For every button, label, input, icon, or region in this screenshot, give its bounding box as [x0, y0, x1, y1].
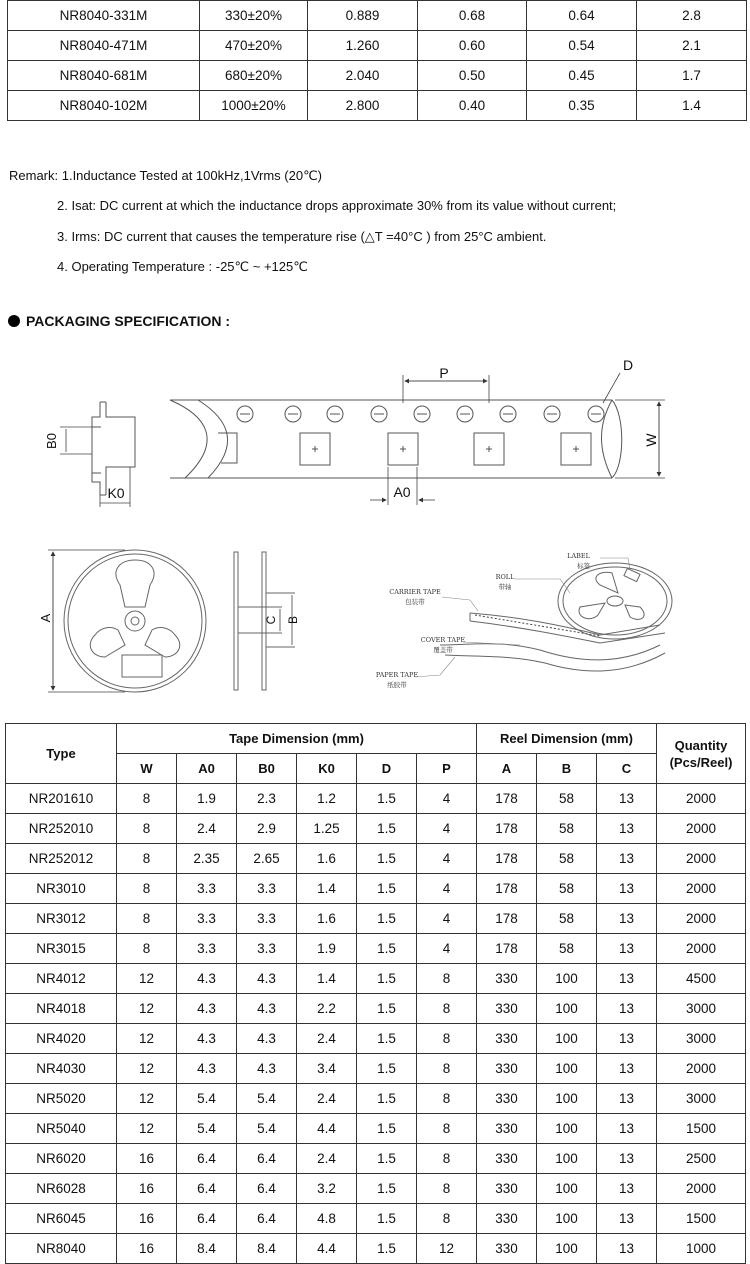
label-en: LABEL [567, 552, 590, 560]
table-cell: 4.3 [237, 994, 297, 1024]
table-cell: 1500 [657, 1114, 746, 1144]
table-cell: 5.4 [177, 1084, 237, 1114]
table-cell: 2.65 [237, 844, 297, 874]
table-cell: 3.3 [177, 934, 237, 964]
tape-col-header: A0 [177, 754, 237, 784]
table-cell: 13 [597, 1114, 657, 1144]
table-cell: 2000 [657, 874, 746, 904]
type-cell: NR201610 [6, 784, 117, 814]
type-cell: NR252010 [6, 814, 117, 844]
table-cell: 2.35 [177, 844, 237, 874]
remark-3: 3. Irms: DC current that causes the temperature rise (△T =40°C ) from 25°C ambient. [57, 229, 547, 244]
table-cell: 100 [537, 1024, 597, 1054]
sprocket-holes [237, 406, 604, 422]
table-cell: 1.5 [357, 1054, 417, 1084]
table-cell: 8.4 [177, 1234, 237, 1264]
packaging-table-body [6, 784, 746, 1264]
type-cell: NR5040 [6, 1114, 117, 1144]
table-cell: 100 [537, 994, 597, 1024]
type-cell: NR8040 [6, 1234, 117, 1264]
table-cell: 2.2 [297, 994, 357, 1024]
table-cell: 13 [597, 1234, 657, 1264]
table-cell: 8 [417, 1144, 477, 1174]
table-cell: 13 [597, 964, 657, 994]
table-cell: 2.1 [637, 31, 747, 61]
b0-label: B0 [44, 433, 59, 449]
table-cell: 330 [477, 1054, 537, 1084]
table-cell: 6.4 [237, 1144, 297, 1174]
table-cell: 8 [117, 814, 177, 844]
table-cell: 2000 [657, 904, 746, 934]
table-cell: 100 [537, 1204, 597, 1234]
table-cell: 2.8 [637, 1, 747, 31]
d-leader [603, 373, 620, 403]
table-cell: 1.5 [357, 1114, 417, 1144]
table-row [6, 874, 746, 904]
remarks-block [0, 0, 750, 300]
carrier-en: CARRIER TAPE [389, 588, 441, 596]
table-cell: 330±20% [200, 1, 308, 31]
table-cell: 1.6 [297, 904, 357, 934]
table-cell: 4 [417, 904, 477, 934]
table-cell: 178 [477, 784, 537, 814]
table-cell: 0.50 [418, 61, 527, 91]
table-cell: 3.3 [237, 874, 297, 904]
table-cell: 100 [537, 1084, 597, 1114]
table-cell: 330 [477, 1144, 537, 1174]
carrier-cn: 包装带 [405, 598, 425, 606]
table-cell: 13 [597, 994, 657, 1024]
table-cell: 1.5 [357, 784, 417, 814]
table-cell: 4 [417, 934, 477, 964]
table-cell: 58 [537, 874, 597, 904]
table-row [6, 994, 746, 1024]
table-cell: 2.9 [237, 814, 297, 844]
cover-cn: 覆盖带 [433, 646, 453, 654]
table-cell: 1.5 [357, 1084, 417, 1114]
table-cell: 1000±20% [200, 91, 308, 121]
table-row [6, 784, 746, 814]
table-row [6, 1114, 746, 1144]
type-cell: NR3015 [6, 934, 117, 964]
pocket-center-mark [400, 446, 406, 452]
cover-en: COVER TAPE [420, 636, 466, 644]
table-cell: 2000 [657, 1174, 746, 1204]
type-cell: NR6028 [6, 1174, 117, 1204]
table-cell: 13 [597, 934, 657, 964]
table-row [6, 844, 746, 874]
d-label: D [622, 357, 634, 373]
table-cell: 4.3 [237, 1054, 297, 1084]
table-cell: 12 [117, 994, 177, 1024]
table-cell: 12 [117, 964, 177, 994]
table-cell: 13 [597, 784, 657, 814]
type-cell: NR3012 [6, 904, 117, 934]
table-cell: 58 [537, 784, 597, 814]
table-cell: 4 [417, 874, 477, 904]
table-cell: 1.5 [357, 934, 417, 964]
table-cell: 4 [417, 844, 477, 874]
table-cell: 13 [597, 1084, 657, 1114]
table-cell: 3.3 [177, 874, 237, 904]
table-cell: 6.4 [177, 1204, 237, 1234]
table-cell: 13 [597, 844, 657, 874]
table-cell: 4.4 [297, 1114, 357, 1144]
remark-1: Remark: 1.Inductance Tested at 100kHz,1Vrms (20℃) [9, 168, 323, 183]
table-cell: 0.40 [418, 91, 527, 121]
table-row [6, 1084, 746, 1114]
type-cell: NR252012 [6, 844, 117, 874]
table-cell: 8.4 [237, 1234, 297, 1264]
table-cell: 4.3 [177, 964, 237, 994]
table-row [6, 904, 746, 934]
table-cell: 100 [537, 1144, 597, 1174]
table-cell: 3.4 [297, 1054, 357, 1084]
reel-dimension-header: Reel Dimension (mm) [477, 724, 657, 754]
table-cell: 1.4 [297, 874, 357, 904]
type-cell: NR5020 [6, 1084, 117, 1114]
table-cell: 3.3 [177, 904, 237, 934]
table-cell: 1.5 [357, 1204, 417, 1234]
reel-col-header: C [597, 754, 657, 784]
tape-pockets [300, 433, 591, 465]
pocket-center-mark [573, 446, 579, 452]
table-row [6, 1174, 746, 1204]
table-cell: 330 [477, 1084, 537, 1114]
table-cell: 330 [477, 994, 537, 1024]
c-label: C [264, 615, 278, 625]
table-cell: 8 [417, 1204, 477, 1234]
type-cell: NR4018 [6, 994, 117, 1024]
table-cell: 100 [537, 1234, 597, 1264]
paper-en: PAPER TAPE [375, 671, 419, 679]
table-cell: 12 [117, 1084, 177, 1114]
table-cell: 100 [537, 1114, 597, 1144]
a-dimension [48, 550, 125, 692]
table-cell: 2000 [657, 934, 746, 964]
table-row [6, 1144, 746, 1174]
table-cell: 13 [597, 814, 657, 844]
table-cell: 2.4 [297, 1144, 357, 1174]
table-cell: 178 [477, 904, 537, 934]
tape-dimension-header: Tape Dimension (mm) [117, 724, 477, 754]
table-cell: 330 [477, 964, 537, 994]
type-cell: NR4012 [6, 964, 117, 994]
table-cell: 2.800 [308, 91, 418, 121]
packaging-section-title [8, 313, 230, 329]
table-cell: 178 [477, 874, 537, 904]
table-cell: 3.3 [237, 934, 297, 964]
section-title-text: PACKAGING SPECIFICATION : [26, 313, 231, 329]
table-cell: 2.4 [297, 1084, 357, 1114]
table-row [6, 1024, 746, 1054]
table-cell: 2.4 [297, 1024, 357, 1054]
bullet-icon [8, 315, 20, 327]
table-cell: 16 [117, 1234, 177, 1264]
table-cell: 3.2 [297, 1174, 357, 1204]
table-row [6, 934, 746, 964]
table-cell: 178 [477, 934, 537, 964]
table-cell: 100 [537, 1054, 597, 1084]
table-cell: 16 [117, 1144, 177, 1174]
type-cell: NR6020 [6, 1144, 117, 1174]
table-cell: 13 [597, 1024, 657, 1054]
table-cell: 0.54 [527, 31, 637, 61]
table-cell: 1.5 [357, 874, 417, 904]
table-cell: 16 [117, 1174, 177, 1204]
table-cell: 3000 [657, 1024, 746, 1054]
table-cell: 13 [597, 904, 657, 934]
table-cell: 58 [537, 904, 597, 934]
w-label: W [643, 433, 659, 447]
tape-col-header: B0 [237, 754, 297, 784]
table-cell: 0.68 [418, 1, 527, 31]
table-cell: 1.9 [297, 934, 357, 964]
a-label: A [38, 613, 53, 623]
table-cell: 178 [477, 844, 537, 874]
table-cell: 5.4 [237, 1114, 297, 1144]
table-cell: 0.60 [418, 31, 527, 61]
roll-cn: 带轴 [498, 583, 512, 591]
table-cell: 4 [417, 784, 477, 814]
table-cell: 330 [477, 1204, 537, 1234]
table-cell: 1.5 [357, 964, 417, 994]
table-cell: 12 [117, 1114, 177, 1144]
carrier-tape-hatch [475, 615, 600, 636]
table-row [6, 964, 746, 994]
a0-label: A0 [393, 484, 411, 500]
table-cell: 100 [537, 964, 597, 994]
table-cell: 1.5 [357, 904, 417, 934]
table-cell: 2500 [657, 1144, 746, 1174]
table-cell: 1.5 [357, 994, 417, 1024]
table-cell: 330 [477, 1024, 537, 1054]
table-cell: 1.9 [177, 784, 237, 814]
packaging-dimension-table [5, 723, 746, 1264]
pocket-side-view [92, 402, 135, 495]
table-cell: 4.3 [177, 1024, 237, 1054]
table-cell: 4.4 [297, 1234, 357, 1264]
table-cell: 8 [117, 904, 177, 934]
b-label: B [286, 615, 300, 625]
table-cell: 2.4 [177, 814, 237, 844]
table-cell: 1.4 [297, 964, 357, 994]
packaging-diagram [0, 345, 750, 695]
table-row [6, 1204, 746, 1234]
table-cell: 1000 [657, 1234, 746, 1264]
table-cell: 8 [417, 1084, 477, 1114]
table-cell: 1.6 [297, 844, 357, 874]
remark-2: 2. Isat: DC current at which the inductance drops approximate 30% from its value without current; [57, 198, 617, 213]
roll-en: ROLL [495, 573, 515, 581]
pocket-center-mark [312, 446, 318, 452]
table-cell: 2.040 [308, 61, 418, 91]
table-cell: 3.3 [237, 904, 297, 934]
table-cell: 6.4 [177, 1174, 237, 1204]
table-cell: 1.5 [357, 814, 417, 844]
table-cell: 8 [117, 874, 177, 904]
table-cell: 0.45 [527, 61, 637, 91]
paper-cn: 纸胶带 [387, 681, 407, 689]
type-cell: NR4030 [6, 1054, 117, 1084]
table-cell: 6.4 [177, 1144, 237, 1174]
reel-col-header: B [537, 754, 597, 784]
k0-label: K0 [107, 485, 125, 501]
table-cell: 680±20% [200, 61, 308, 91]
table-cell: 58 [537, 844, 597, 874]
table-cell: 2.3 [237, 784, 297, 814]
packaging-subheader-row [6, 754, 746, 784]
packaging-table-head [6, 724, 746, 784]
table-cell: 6.4 [237, 1174, 297, 1204]
tape-col-header: K0 [297, 754, 357, 784]
table-cell: 1.5 [357, 1144, 417, 1174]
table-cell: 12 [117, 1024, 177, 1054]
table-cell: 1.4 [637, 91, 747, 121]
quantity-header: Quantity (Pcs/Reel) [657, 724, 746, 784]
type-cell: NR4020 [6, 1024, 117, 1054]
type-header: Type [6, 724, 117, 784]
p-label: P [439, 365, 449, 381]
table-cell: 470±20% [200, 31, 308, 61]
table-cell: NR8040-331M [8, 1, 200, 31]
table-cell: 8 [117, 934, 177, 964]
b0-dimension [60, 427, 92, 454]
table-cell: 13 [597, 1054, 657, 1084]
table-cell: 13 [597, 1174, 657, 1204]
carrier-tape-drawing [170, 400, 622, 478]
tape-col-header: P [417, 754, 477, 784]
table-cell: 1.7 [637, 61, 747, 91]
table-cell: 8 [117, 844, 177, 874]
table-cell: 1.2 [297, 784, 357, 814]
table-cell: 58 [537, 814, 597, 844]
table-cell: 178 [477, 814, 537, 844]
table-cell: 4500 [657, 964, 746, 994]
table-cell: 100 [537, 1174, 597, 1204]
table-cell: 330 [477, 1174, 537, 1204]
table-cell: 4.3 [177, 994, 237, 1024]
table-cell: 1500 [657, 1204, 746, 1234]
table-cell: 12 [117, 1054, 177, 1084]
table-cell: 4.8 [297, 1204, 357, 1234]
table-cell: 1.260 [308, 31, 418, 61]
table-cell: 0.35 [527, 91, 637, 121]
table-cell: 13 [597, 874, 657, 904]
table-cell: 2000 [657, 814, 746, 844]
table-cell: 58 [537, 934, 597, 964]
table-cell: 1.5 [357, 1024, 417, 1054]
table-cell: 1.5 [357, 1234, 417, 1264]
table-cell: 3000 [657, 994, 746, 1024]
table-cell: 2000 [657, 844, 746, 874]
label-cn: 标签 [577, 562, 590, 570]
table-cell: 1.25 [297, 814, 357, 844]
table-cell: 8 [417, 1174, 477, 1204]
table-cell: 4.3 [177, 1054, 237, 1084]
table-cell: 8 [417, 1114, 477, 1144]
table-row [6, 1054, 746, 1084]
table-cell: 0.889 [308, 1, 418, 31]
table-cell: 4.3 [237, 1024, 297, 1054]
table-cell: 8 [417, 1024, 477, 1054]
table-cell: 0.64 [527, 1, 637, 31]
table-cell: 13 [597, 1144, 657, 1174]
table-cell: NR8040-471M [8, 31, 200, 61]
remark-4: 4. Operating Temperature : -25℃ ~ +125℃ [57, 259, 308, 274]
type-cell: NR6045 [6, 1204, 117, 1234]
table-row [6, 1234, 746, 1264]
table-cell: 1.5 [357, 1174, 417, 1204]
tape-col-header: W [117, 754, 177, 784]
pocket-center-mark [486, 446, 492, 452]
type-cell: NR3010 [6, 874, 117, 904]
table-cell: 16 [117, 1204, 177, 1234]
table-cell: 5.4 [237, 1084, 297, 1114]
table-cell: 12 [417, 1234, 477, 1264]
table-cell: 8 [117, 784, 177, 814]
table-cell: 2000 [657, 1054, 746, 1084]
table-cell: 8 [417, 964, 477, 994]
table-cell: 13 [597, 1204, 657, 1234]
table-cell: NR8040-681M [8, 61, 200, 91]
tape-col-header: D [357, 754, 417, 784]
table-cell: 330 [477, 1114, 537, 1144]
table-cell: 2000 [657, 784, 746, 814]
table-cell: 8 [417, 1054, 477, 1084]
table-cell: 330 [477, 1234, 537, 1264]
table-cell: 4.3 [237, 964, 297, 994]
table-cell: 5.4 [177, 1114, 237, 1144]
table-cell: 3000 [657, 1084, 746, 1114]
table-cell: 4 [417, 814, 477, 844]
table-cell: 6.4 [237, 1204, 297, 1234]
table-cell: 1.5 [357, 844, 417, 874]
reel-col-header: A [477, 754, 537, 784]
reel-front-view [64, 550, 206, 692]
table-row [6, 814, 746, 844]
table-cell: 8 [417, 994, 477, 1024]
table-cell: NR8040-102M [8, 91, 200, 121]
